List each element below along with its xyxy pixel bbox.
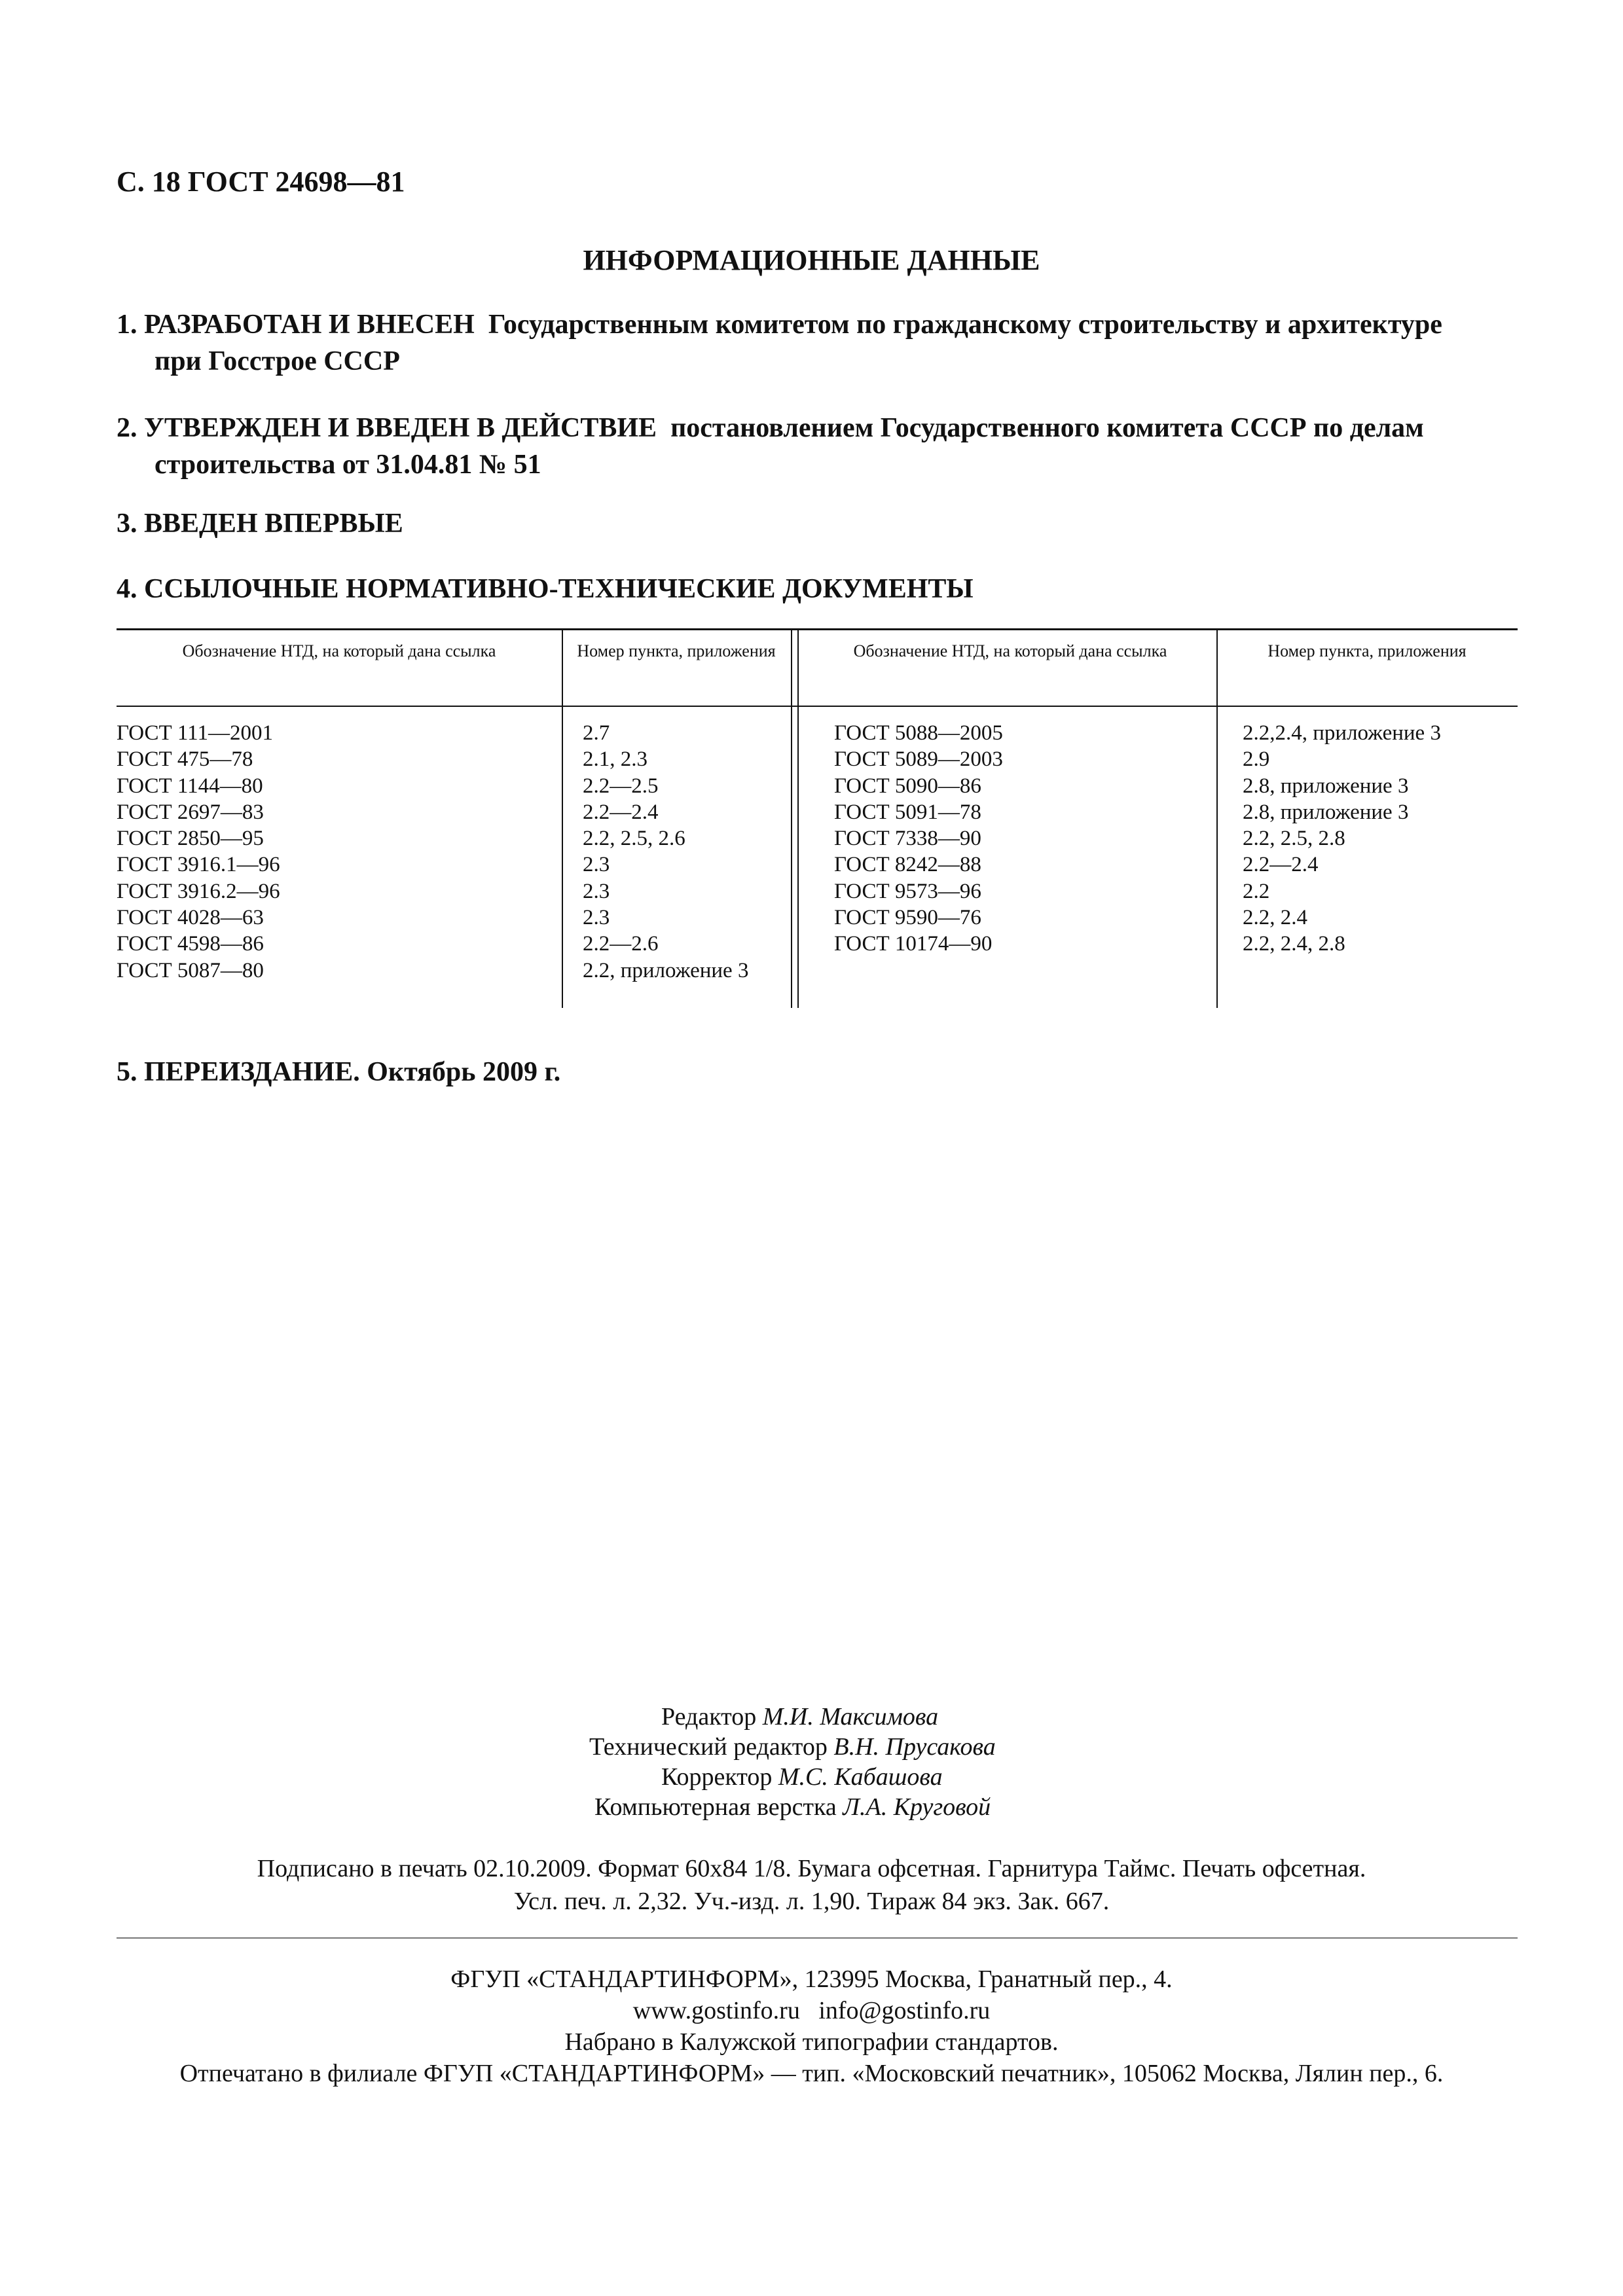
table-col-divider	[562, 628, 563, 1008]
footer-line-3: Набрано в Калужской типографии стандартов.	[564, 2028, 1059, 2056]
table-cell-clause: 2.2—2.5	[583, 774, 659, 798]
item-text-cont: строительства от 31.04.81 № 51	[155, 450, 541, 480]
credit-name: В.Н. Прусакова	[833, 1733, 996, 1761]
table-cell-clause: 2.2, 2.4, 2.8	[1243, 932, 1345, 956]
table-top-rule	[117, 628, 1518, 630]
item-number: 1.	[117, 310, 137, 340]
table-col-right-docs	[834, 720, 1003, 958]
table-cell-doc: ГОСТ 10174—90	[834, 932, 993, 956]
table-cell-doc: ГОСТ 111—2001	[117, 721, 273, 745]
table-cell-clause: 2.9	[1243, 747, 1270, 772]
table-cell-doc: ГОСТ 3916.2—96	[117, 879, 280, 903]
credit-proofreader	[661, 1762, 943, 1792]
table-cell-doc: ГОСТ 2850—95	[117, 827, 264, 851]
credit-role: Корректор	[661, 1763, 773, 1791]
table-cell-doc: ГОСТ 5091—78	[834, 800, 981, 824]
item-lead: ССЫЛОЧНЫЕ НОРМАТИВНО-ТЕХНИЧЕСКИЕ ДОКУМЕНТЫ	[144, 574, 974, 604]
table-cell-clause: 2.2	[1243, 879, 1270, 903]
footer-line-4: Отпечатано в филиале ФГУП «СТАНДАРТИНФОРМ» — тип. «Московский печатник», 105062 Москва, Лялин пер., 6.	[179, 2060, 1444, 2087]
table-cell-clause: 2.3	[583, 906, 610, 930]
item-lead: ПЕРЕИЗДАНИЕ.	[144, 1057, 360, 1087]
item-number: 3.	[117, 509, 137, 539]
credit-name: Л.А. Круговой	[843, 1793, 991, 1821]
item-text: постановлением Государственного комитета СССР по делам	[670, 413, 1424, 443]
table-col-divider	[1216, 628, 1218, 1008]
table-cell-clause: 2.2, 2.4	[1243, 906, 1307, 930]
table-cell-doc: ГОСТ 4028—63	[117, 906, 264, 930]
item-number: 2.	[117, 413, 137, 443]
table-header-doc-right: Обозначение НТД, на который дана ссылка	[853, 641, 1167, 660]
table-cell-clause: 2.2—2.4	[583, 800, 659, 824]
table-col-left-docs	[117, 720, 280, 984]
footer-line-1: ФГУП «СТАНДАРТИНФОРМ», 123995 Москва, Гранатный пер., 4.	[450, 1965, 1173, 1993]
print-info-line-2: Усл. печ. л. 2,32. Уч.-изд. л. 1,90. Тираж 84 экз. Зак. 667.	[513, 1888, 1110, 1915]
item-text: Государственным комитетом по гражданскому строительству и архитектуре	[488, 310, 1442, 340]
table-col-divider-double-a	[791, 628, 792, 1008]
table-col-left-clauses	[583, 720, 748, 984]
table-header-doc-left: Обозначение НТД, на который дана ссылка	[182, 641, 496, 660]
table-cell-doc: ГОСТ 475—78	[117, 747, 253, 772]
print-info	[0, 1852, 1623, 1918]
credit-name: М.С. Кабашова	[778, 1763, 943, 1791]
credit-editor	[661, 1702, 938, 1732]
footer-separator	[117, 1937, 1518, 1939]
table-cell-clause: 2.3	[583, 879, 610, 903]
table-cell-clause: 2.3	[583, 853, 610, 877]
table-cell-clause: 2.1, 2.3	[583, 747, 647, 772]
credit-layout	[594, 1792, 991, 1822]
publisher-footer	[0, 1964, 1623, 2089]
item-number: 5.	[117, 1057, 137, 1087]
credit-name: М.И. Максимова	[762, 1703, 939, 1731]
item-text-cont: при Госстрое СССР	[155, 346, 400, 376]
info-item-1	[117, 306, 1518, 380]
table-cell-doc: ГОСТ 9590—76	[834, 906, 981, 930]
table-col-divider-double-b	[797, 628, 799, 1008]
table-header-clause-left: Номер пункта, приложения	[577, 641, 776, 660]
credit-role: Технический редактор	[589, 1733, 828, 1761]
info-item-3	[117, 505, 1518, 542]
table-cell-clause: 2.2, приложение 3	[583, 958, 749, 982]
table-cell-clause: 2.2—2.4	[1243, 853, 1319, 877]
page-header: С. 18 ГОСТ 24698—81	[117, 166, 405, 198]
table-cell-doc: ГОСТ 3916.1—96	[117, 853, 280, 877]
table-cell-doc: ГОСТ 7338—90	[834, 827, 981, 851]
table-header-clause-right: Номер пункта, приложения	[1267, 641, 1467, 660]
table-cell-clause: 2.2, 2.5, 2.6	[583, 827, 685, 851]
info-item-2	[117, 410, 1518, 483]
table-header-rule	[117, 706, 1518, 707]
table-cell-doc: ГОСТ 9573—96	[834, 879, 981, 903]
table-cell-doc: ГОСТ 5090—86	[834, 774, 981, 798]
table-cell-doc: ГОСТ 2697—83	[117, 800, 264, 824]
table-cell-doc: ГОСТ 1144—80	[117, 774, 263, 798]
item-lead: ВВЕДЕН ВПЕРВЫЕ	[144, 509, 403, 539]
table-cell-clause: 2.2,2.4, приложение 3	[1243, 721, 1441, 745]
section-title: ИНФОРМАЦИОННЫЕ ДАННЫЕ	[583, 244, 1040, 276]
info-item-5	[117, 1054, 1518, 1090]
item-text: Октябрь 2009 г.	[367, 1057, 561, 1087]
footer-line-2: www.gostinfo.ru info@gostinfo.ru	[632, 1997, 991, 2024]
table-cell-doc: ГОСТ 5089—2003	[834, 747, 1003, 772]
item-lead: УТВЕРЖДЕН И ВВЕДЕН В ДЕЙСТВИЕ	[144, 413, 657, 443]
table-cell-clause: 2.8, приложение 3	[1243, 800, 1409, 824]
reference-table	[117, 628, 1518, 1008]
table-cell-clause: 2.2, 2.5, 2.8	[1243, 827, 1345, 851]
table-cell-clause: 2.7	[583, 721, 610, 745]
table-cell-doc: ГОСТ 4598—86	[117, 932, 264, 956]
table-cell-doc: ГОСТ 5088—2005	[834, 721, 1003, 745]
credit-tech-editor	[589, 1732, 996, 1762]
item-number: 4.	[117, 574, 137, 604]
table-cell-doc: ГОСТ 5087—80	[117, 958, 264, 982]
table-col-right-clauses	[1243, 720, 1441, 958]
table-cell-clause: 2.8, приложение 3	[1243, 774, 1409, 798]
credit-role: Компьютерная верстка	[594, 1793, 837, 1821]
print-info-line-1: Подписано в печать 02.10.2009. Формат 60х84 1/8. Бумага офсетная. Гарнитура Таймс. Печать офсетная.	[257, 1855, 1366, 1882]
table-cell-clause: 2.2—2.6	[583, 932, 659, 956]
info-item-4	[117, 571, 1518, 607]
credit-role: Редактор	[661, 1703, 757, 1731]
item-lead: РАЗРАБОТАН И ВНЕСЕН	[144, 310, 475, 340]
table-cell-doc: ГОСТ 8242—88	[834, 853, 981, 877]
